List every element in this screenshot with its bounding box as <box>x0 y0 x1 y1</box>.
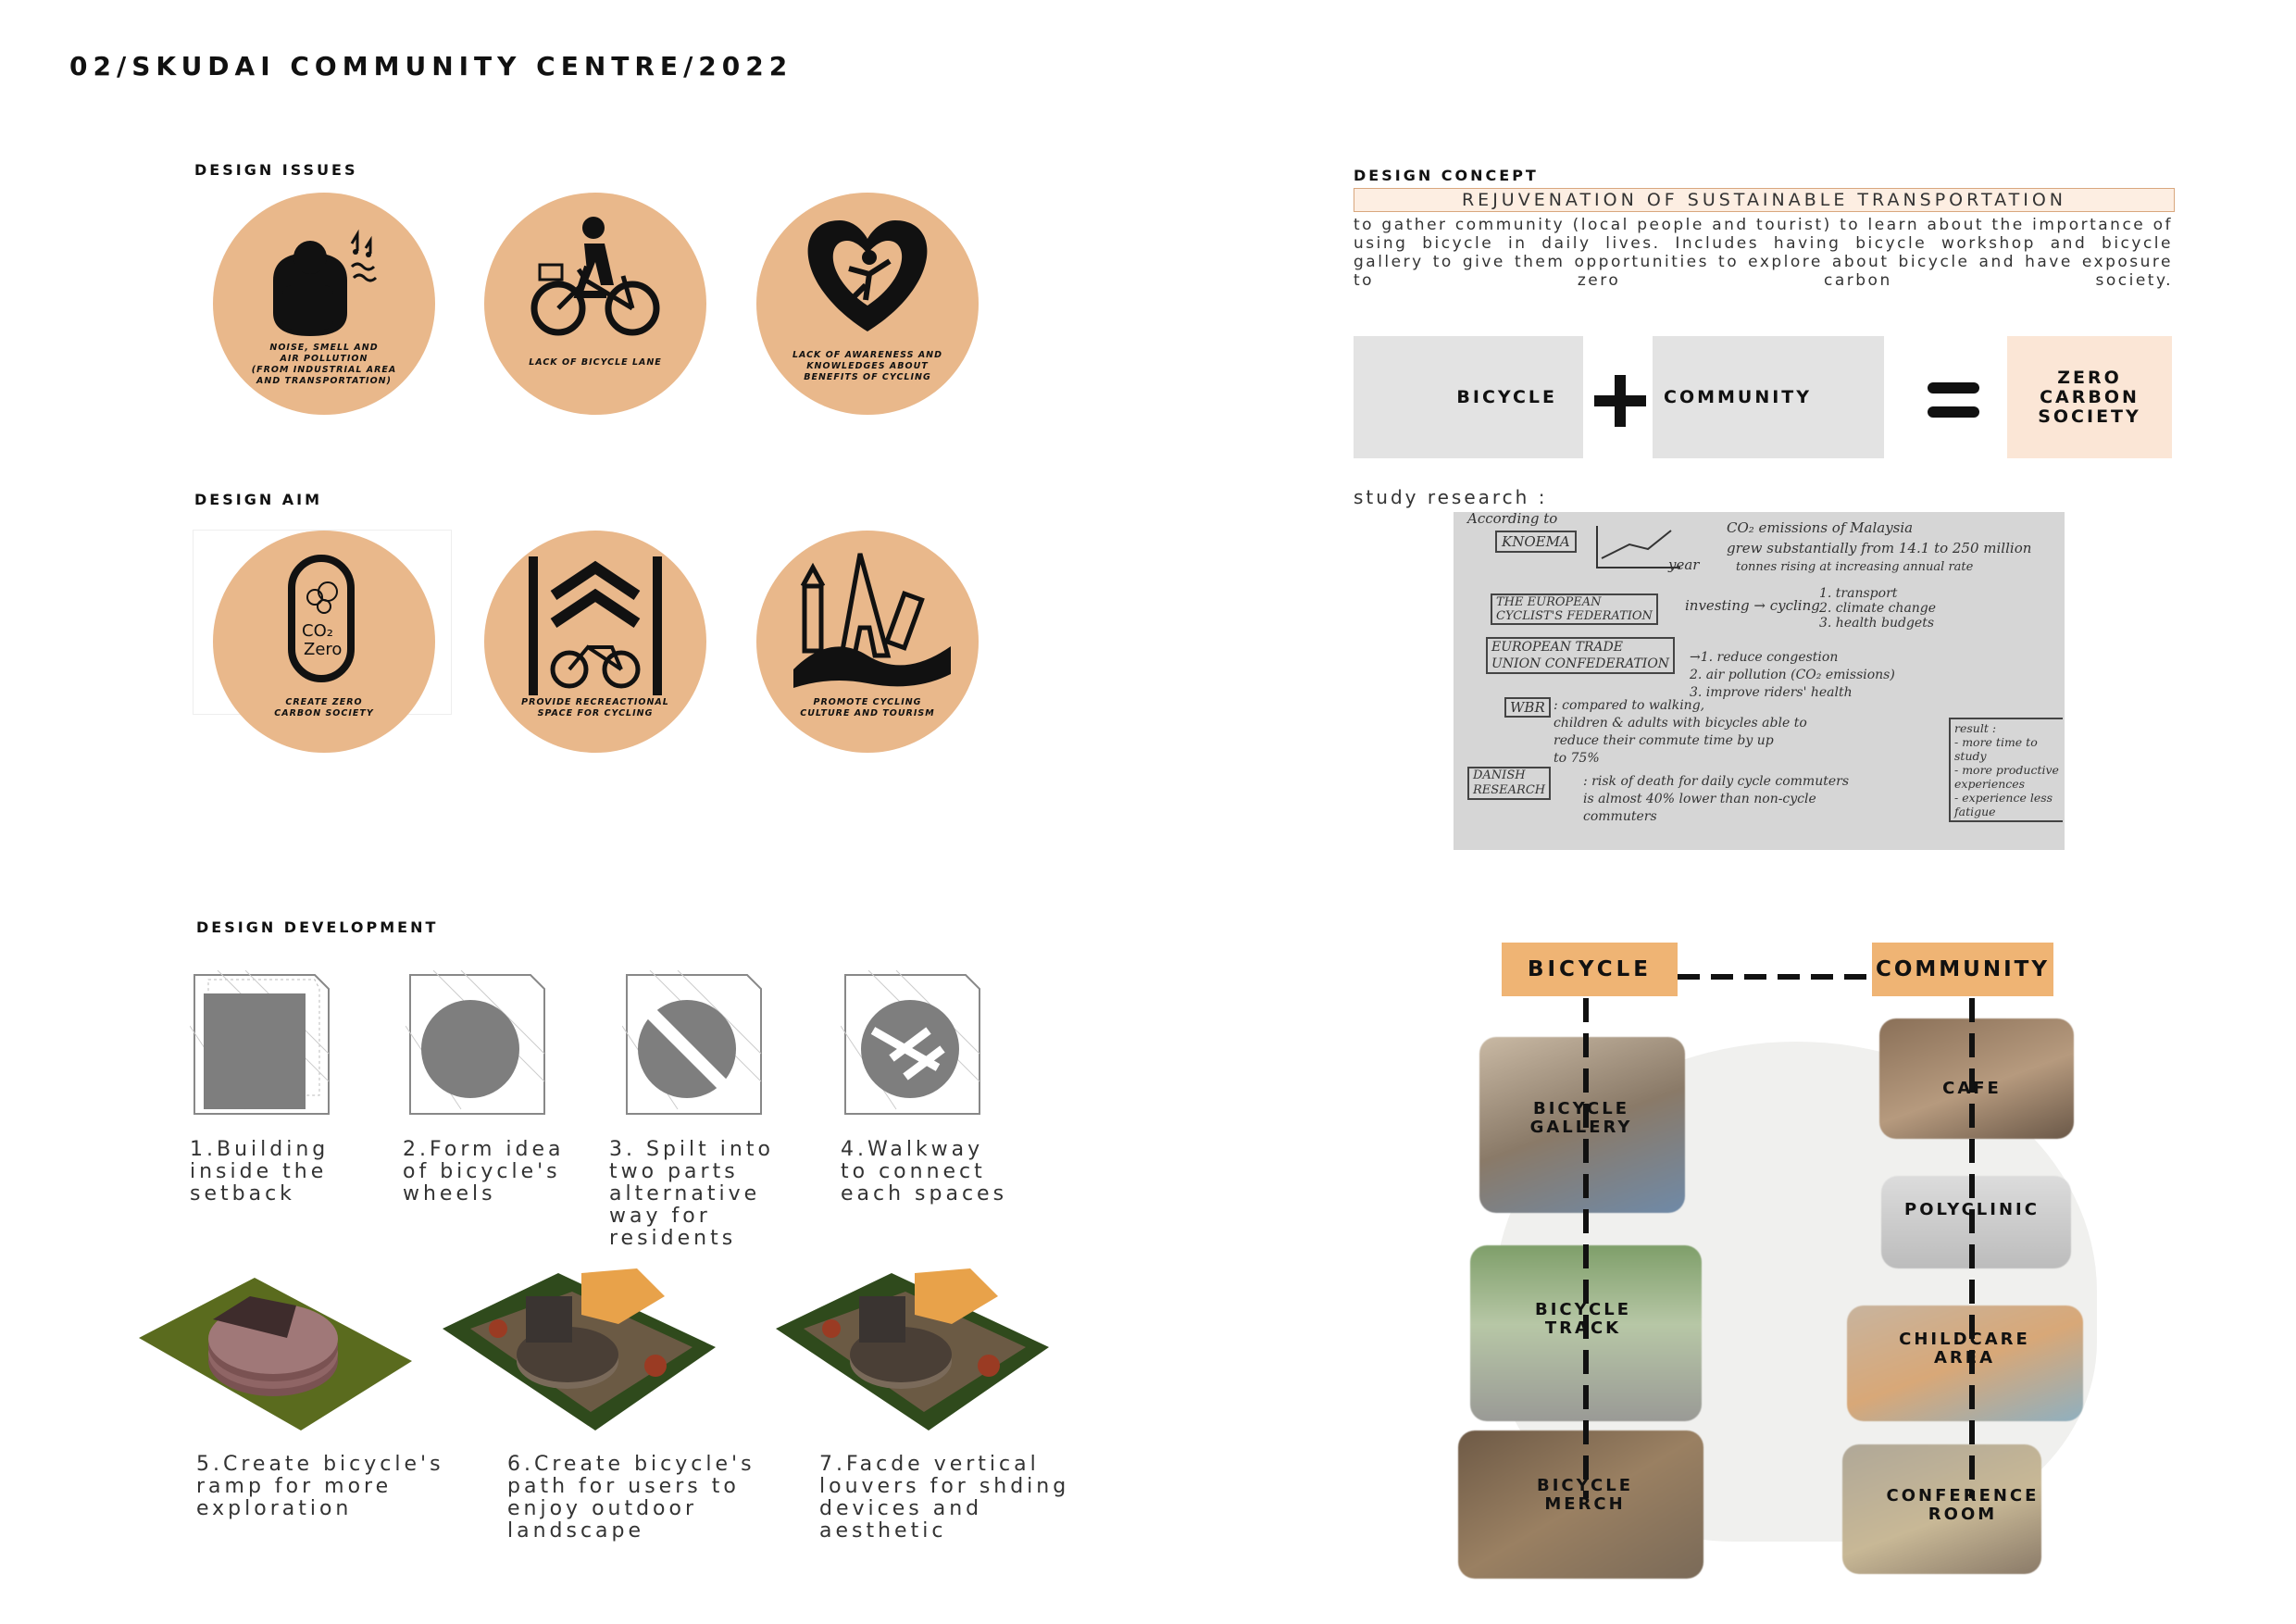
issue-circle-awareness <box>756 193 979 415</box>
aim-caption-recreational: PROVIDE RECREACTIONAL SPACE FOR CYCLING <box>521 697 669 718</box>
landmarks-icon <box>756 531 979 753</box>
note-etuc-box: EUROPEAN TRADE UNION CONFEDERATION <box>1486 637 1675 674</box>
bicycle-tag-label: BICYCLE <box>1527 957 1653 981</box>
bicycle-tag <box>1502 943 1678 996</box>
page-title: 02/SKUDAI COMMUNITY CENTRE/2022 <box>69 51 793 81</box>
issue-circle-bicycle-lane <box>484 193 706 415</box>
cyclist-icon <box>484 193 706 415</box>
equation-bicycle-label: BICYCLE <box>1456 387 1557 407</box>
design-concept-heading: DESIGN CONCEPT <box>1354 167 1539 184</box>
concept-banner <box>1354 188 2175 212</box>
label-cafe: CAFE <box>1942 1079 2002 1098</box>
community-tag <box>1872 943 2053 996</box>
equation-result-label: ZERO CARBON SOCIETY <box>2038 367 2141 427</box>
note-co2-1: CO₂ emissions of Malaysia <box>1727 519 1914 536</box>
dev-step-1: 1.Building inside the setback <box>190 1138 330 1206</box>
aim-circle-recreational <box>484 531 706 753</box>
label-bicycle-gallery: BICYCLE GALLERY <box>1529 1099 1633 1137</box>
render-path <box>443 1264 720 1444</box>
dev-step-2: 2.Form idea of bicycle's wheels <box>403 1138 565 1206</box>
community-tag-label: COMMUNITY <box>1875 957 2051 981</box>
dev-step-3: 3. Spilt into two parts alternative way for residents <box>609 1138 774 1250</box>
dev-plan-3 <box>622 970 770 1123</box>
note-ecf-list: 1. transport 2. climate change 3. health budgets <box>1819 586 1937 631</box>
render-caption-7: 7.Facde vertical louvers for shding devices and aesthetic <box>819 1453 1070 1543</box>
render-caption-6: 6.Create bicycle's path for users to enjoy outdoor landscape <box>507 1453 755 1543</box>
note-co2-3: tonnes rising at increasing annual rate <box>1736 560 1974 574</box>
equation-bicycle-box <box>1354 336 1583 458</box>
note-wbr-text: : compared to walking, children & adults with bicycles able to reduce their commute time by up to 75% <box>1554 698 1807 766</box>
tag-connector <box>1678 972 1874 981</box>
co2-text: CO₂ <box>302 621 333 641</box>
issue-caption-bicycle-lane: LACK OF BICYCLE LANE <box>529 357 662 368</box>
label-bicycle-track: BICYCLE TRACK <box>1535 1300 1631 1338</box>
equals-icon <box>1928 382 1979 424</box>
research-notes-image <box>1454 512 2065 850</box>
dev-plan-4 <box>841 970 989 1123</box>
aim-caption-tourism: PROMOTE CYCLING CULTURE AND TOURISM <box>800 697 935 718</box>
label-polyclinic: POLYCLINIC <box>1904 1200 2040 1219</box>
note-knoema: KNOEMA <box>1502 533 1570 550</box>
design-aim-heading: DESIGN AIM <box>194 491 323 508</box>
concept-body: to gather community (local people and tourist) to learn about the importance of using bicycle in daily lives. Includes having bicycle workshop and bicycle gallery to give them opportunities to explore about bicycle and have exposure to zero carbon society. <box>1354 216 2173 290</box>
note-ecf-box: THE EUROPEAN CYCLIST'S FEDERATION <box>1491 593 1658 625</box>
equation-result-box <box>2007 336 2172 458</box>
label-conference: CONFERENCE ROOM <box>1886 1486 2040 1524</box>
equation-community-label: COMMUNITY <box>1664 387 1813 407</box>
bicycle-lane-icon <box>484 531 706 753</box>
zero-text: Zero <box>304 640 343 659</box>
render-ramp <box>139 1268 417 1440</box>
note-result-box: result : - more time to study - more productive experiences - experience less fatigue <box>1949 718 2063 822</box>
aim-caption-zero-carbon: CREATE ZERO CARBON SOCIETY <box>274 697 374 718</box>
concept-banner-text: REJUVENATION OF SUSTAINABLE TRANSPORTATION <box>1461 190 2066 210</box>
dev-plan-2 <box>406 970 554 1123</box>
label-childcare: CHILDCARE AREA <box>1899 1330 2030 1368</box>
aim-circle-tourism <box>756 531 979 753</box>
note-danish-text: : risk of death for daily cycle commuters is almost 40% lower than non-cycle commuters <box>1583 774 1850 824</box>
bicycle-spine <box>1581 998 1591 1498</box>
study-research-label: study research : <box>1354 486 1548 508</box>
note-co2-2: grew substantially from 14.1 to 250 million <box>1727 540 2032 556</box>
note-knoema-box <box>1495 531 1577 553</box>
issue-circle-noise <box>213 193 435 415</box>
equation-community-box <box>1653 336 1884 458</box>
note-wbr: WBR <box>1510 699 1545 716</box>
issue-caption-awareness: LACK OF AWARENESS AND KNOWLEDGES ABOUT BENEFITS OF CYCLING <box>792 350 943 382</box>
note-knoema-axis: year <box>1668 556 1700 573</box>
dev-plan-1 <box>190 970 338 1123</box>
issue-caption-noise: NOISE, SMELL AND AIR POLLUTION (FROM INDUSTRIAL AREA AND TRANSPORTATION) <box>251 343 397 386</box>
community-spine <box>1967 998 1977 1498</box>
note-wbr-box <box>1504 697 1551 718</box>
note-danish-box: DANISH RESEARCH <box>1467 767 1551 800</box>
note-according: According to <box>1467 512 1558 527</box>
aim-circle-zero-carbon <box>213 531 435 753</box>
render-caption-5: 5.Create bicycle's ramp for more exploration <box>196 1453 444 1520</box>
label-bicycle-merch: BICYCLE MERCH <box>1537 1476 1633 1514</box>
plus-icon <box>1594 375 1646 431</box>
render-louvers <box>776 1264 1054 1444</box>
design-issues-heading: DESIGN ISSUES <box>194 161 358 179</box>
note-ecf-mid: investing → cycling <box>1685 597 1820 614</box>
dev-step-4: 4.Walkway to connect each spaces <box>841 1138 1008 1206</box>
design-development-heading: DESIGN DEVELOPMENT <box>196 918 439 936</box>
note-etuc-list: →1. reduce congestion 2. air pollution (CO₂ emissions) 3. improve riders' health <box>1690 650 1895 700</box>
